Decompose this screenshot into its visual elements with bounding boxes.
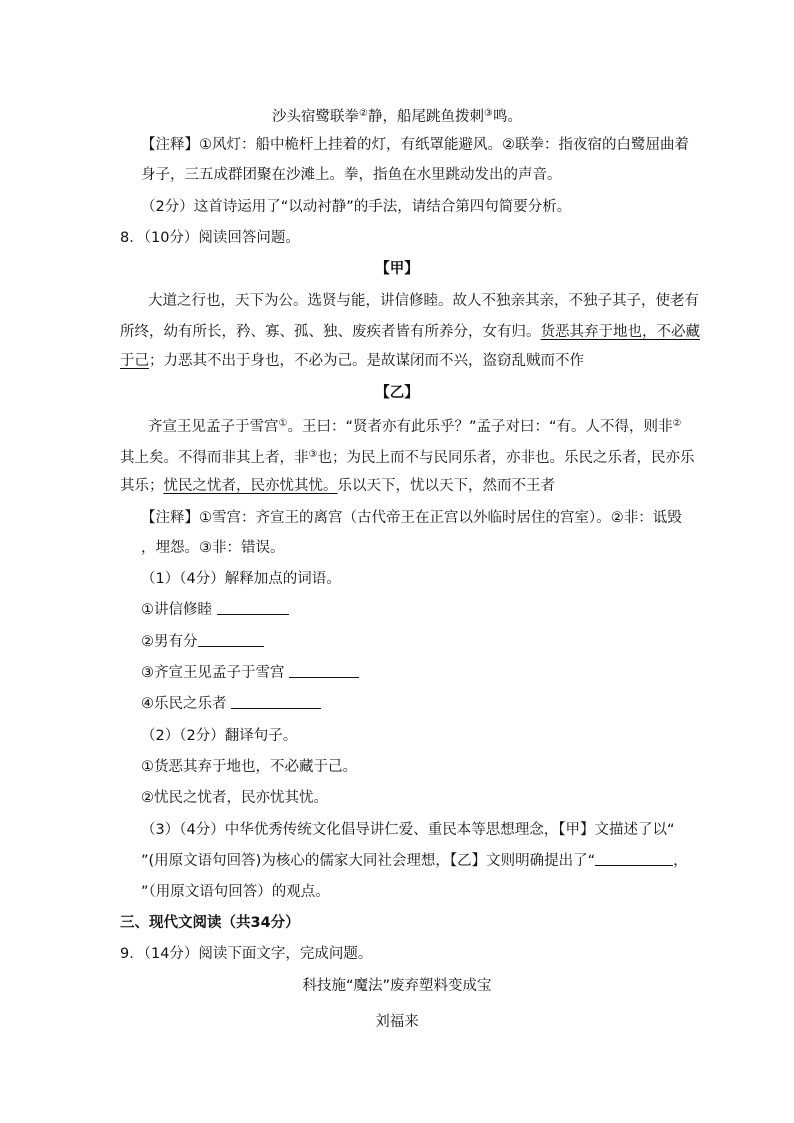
passage-yi-line: 齐宣王见孟子于雪宫①。王曰：“贤者亦有此乐乎？”孟子对曰：“有。人不得，则非② [148, 418, 682, 435]
question-sub: （2分）这首诗运用了“以动衬静”的手法，请结合第四句简要分析。 [141, 199, 572, 215]
question-title: 8．（10分）阅读回答问题。 [120, 230, 300, 246]
passage-heading-yi: 【乙】 [375, 385, 419, 401]
sub-question-text: ”（用原文语句回答）的观点。 [141, 884, 330, 900]
annotation-note: 【注释】①雪宫：齐宣王的离宫（古代帝王在正宫以外临时居住的宫室）。②非：诋毁 [141, 510, 682, 526]
fill-item: ①讲信修睦 [141, 600, 289, 620]
footnote-mark: ② [359, 108, 368, 119]
underlined-sentence: 忧民之忧者，民亦忧其忧。 [163, 478, 338, 494]
sub-question-title: （2）（2分）翻译句子。 [141, 728, 298, 744]
footnote-mark: ③ [308, 449, 318, 460]
answer-blank[interactable] [595, 851, 673, 866]
passage-yi-line: 其上矣。不得而非其上者，非③也；为民上而不与民同乐者，亦非也。乐民之乐者，民亦乐 [120, 449, 695, 466]
underlined-sentence: 于己 [120, 353, 149, 369]
article-title: 科技施“魔法”废弃塑料变成宝 [302, 978, 492, 994]
passage-jia-line: 所终，幼有所长，矜、寡、孤、独、废疾者皆有所养分，女有归。货恶其弃于地也，不必藏 [120, 324, 700, 340]
passage-jia-line: 大道之行也，天下为公。选贤与能，讲信修睦。故人不独亲其亲，不独子其子，使老有 [148, 293, 699, 309]
fill-item: ②男有分 [141, 632, 264, 652]
footnote-mark: ② [672, 418, 682, 429]
annotation-note: 【注释】①风灯：船中桅杆上挂着的灯，有纸罩能避风。②联拳：指夜宿的白鹭屈曲着 [141, 137, 689, 153]
annotation-note-cont: ，埋怨。③非：错误。 [141, 540, 285, 556]
passage-jia-line: 于己；力恶其不出于身也，不必为己。是故谋闭而不兴，盗窃乱贼而不作 [120, 353, 584, 369]
answer-blank[interactable] [217, 600, 289, 615]
fill-item: ④乐民之乐者 [141, 694, 321, 714]
footnote-mark: ① [278, 418, 288, 429]
answer-blank[interactable] [289, 663, 359, 678]
fill-item: ③齐宣王见孟子于雪宫 [141, 663, 359, 683]
annotation-note-cont: 身子，三五成群团聚在沙滩上。拳，指鱼在水里跳动发出的声音。 [141, 167, 562, 183]
sub-question-title: （1）（4分）解释加点的词语。 [141, 571, 341, 587]
poem-line: 沙头宿鹭联拳②静，船尾跳鱼拨刺③鸣。 [272, 108, 522, 125]
underlined-sentence: 货恶其弃于地也，不必藏 [540, 324, 700, 340]
sub-question-text: （3）（4分）中华优秀传统文化倡导讲仁爱、重民本等思想理念，【甲】文描述了以“ [141, 822, 675, 838]
question-title: 9．（14分）阅读下面文字，完成问题。 [120, 946, 373, 962]
translate-item: ①货恶其弃于地也，不必藏于己。 [141, 759, 357, 775]
answer-blank[interactable] [231, 694, 321, 709]
footnote-mark: ③ [484, 108, 493, 119]
passage-yi-line: 其乐；忧民之忧者，民亦忧其忧。乐以天下，忧以天下，然而不王者 [120, 478, 555, 494]
answer-blank[interactable] [198, 632, 264, 647]
translate-item: ②忧民之忧者，民亦忧其忧。 [141, 790, 328, 806]
passage-heading-jia: 【甲】 [375, 261, 419, 277]
sub-question-text: ”(用原文语句回答)为核心的儒家大同社会理想，【乙】文则明确提出了“ ， [141, 853, 688, 869]
article-author: 刘福来 [375, 1014, 419, 1030]
section-heading: 三、现代文阅读（共34分） [120, 915, 300, 931]
